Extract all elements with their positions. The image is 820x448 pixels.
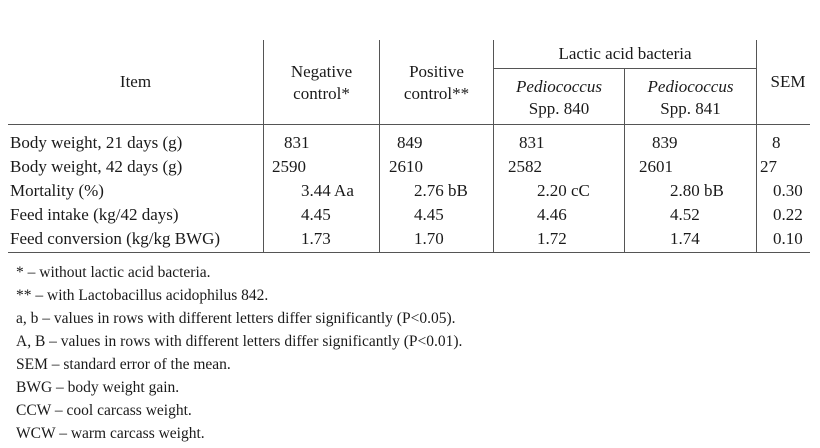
header-lactic-acid-bacteria: Lactic acid bacteria bbox=[558, 44, 692, 63]
header-positive-control-line1: Positive bbox=[409, 62, 464, 81]
header-pediococcus-840-genus: Pediococcus bbox=[516, 77, 602, 96]
row-3-item: Mortality (%) bbox=[10, 181, 104, 200]
footnote-ccw: CCW – cool carcass weight. bbox=[16, 402, 192, 419]
footnote-uppercase-letters: A, B – values in rows with different letters differ significantly (P<0.01). bbox=[16, 333, 463, 350]
header-sem: SEM bbox=[770, 72, 806, 91]
table-bottom-rule bbox=[8, 252, 810, 253]
footnote-lowercase-letters: a, b – values in rows with different letters differ significantly (P<0.05). bbox=[16, 310, 456, 327]
row-1-p841: 839 bbox=[652, 133, 678, 152]
row-3-negative: 3.44 Aa bbox=[301, 181, 354, 200]
row-3-p841: 2.80 bB bbox=[670, 181, 724, 200]
table-top-rule bbox=[8, 124, 810, 125]
row-5-positive: 1.70 bbox=[414, 229, 444, 248]
row-3-positive: 2.76 bB bbox=[414, 181, 468, 200]
row-2-positive: 2610 bbox=[389, 157, 423, 176]
row-2-sem: 27 bbox=[760, 157, 777, 176]
row-1-sem: 8 bbox=[772, 133, 781, 152]
row-5-sem: 0.10 bbox=[773, 229, 803, 248]
row-5-p840: 1.72 bbox=[537, 229, 567, 248]
header-negative-control-line1: Negative bbox=[290, 62, 353, 81]
row-2-p841: 2601 bbox=[639, 157, 673, 176]
header-positive-control-line2: control** bbox=[403, 84, 470, 103]
row-1-item: Body weight, 21 days (g) bbox=[10, 133, 183, 152]
footnote-sem: SEM – standard error of the mean. bbox=[16, 356, 231, 373]
footnote-positive-control: ** – with Lactobacillus acidophilus 842. bbox=[16, 287, 269, 304]
row-4-sem: 0.22 bbox=[773, 205, 803, 224]
row-5-p841: 1.74 bbox=[670, 229, 700, 248]
row-1-p840: 831 bbox=[519, 133, 545, 152]
col-divider-3 bbox=[493, 40, 494, 252]
row-2-p840: 2582 bbox=[508, 157, 542, 176]
row-4-positive: 4.45 bbox=[414, 205, 444, 224]
header-pediococcus-840-strain: Spp. 840 bbox=[528, 99, 590, 118]
row-1-negative: 831 bbox=[284, 133, 310, 152]
row-4-p841: 4.52 bbox=[670, 205, 700, 224]
row-2-item: Body weight, 42 days (g) bbox=[10, 157, 183, 176]
row-4-p840: 4.46 bbox=[537, 205, 567, 224]
row-5-item: Feed conversion (kg/kg BWG) bbox=[10, 229, 221, 248]
row-5-negative: 1.73 bbox=[301, 229, 331, 248]
row-2-negative: 2590 bbox=[272, 157, 306, 176]
row-4-item: Feed intake (kg/42 days) bbox=[10, 205, 179, 224]
row-1-positive: 849 bbox=[397, 133, 423, 152]
row-4-negative: 4.45 bbox=[301, 205, 331, 224]
row-3-p840: 2.20 cC bbox=[537, 181, 590, 200]
footnote-negative-control: * – without lactic acid bacteria. bbox=[16, 264, 211, 281]
row-3-sem: 0.30 bbox=[773, 181, 803, 200]
header-pediococcus-841-genus: Pediococcus bbox=[647, 77, 734, 96]
header-negative-control-line2: control* bbox=[293, 84, 350, 103]
header-item: Item bbox=[119, 72, 152, 91]
footnote-bwg: BWG – body weight gain. bbox=[16, 379, 180, 396]
header-pediococcus-841-strain: Spp. 841 bbox=[660, 99, 721, 118]
footnote-wcw: WCW – warm carcass weight. bbox=[16, 425, 205, 442]
